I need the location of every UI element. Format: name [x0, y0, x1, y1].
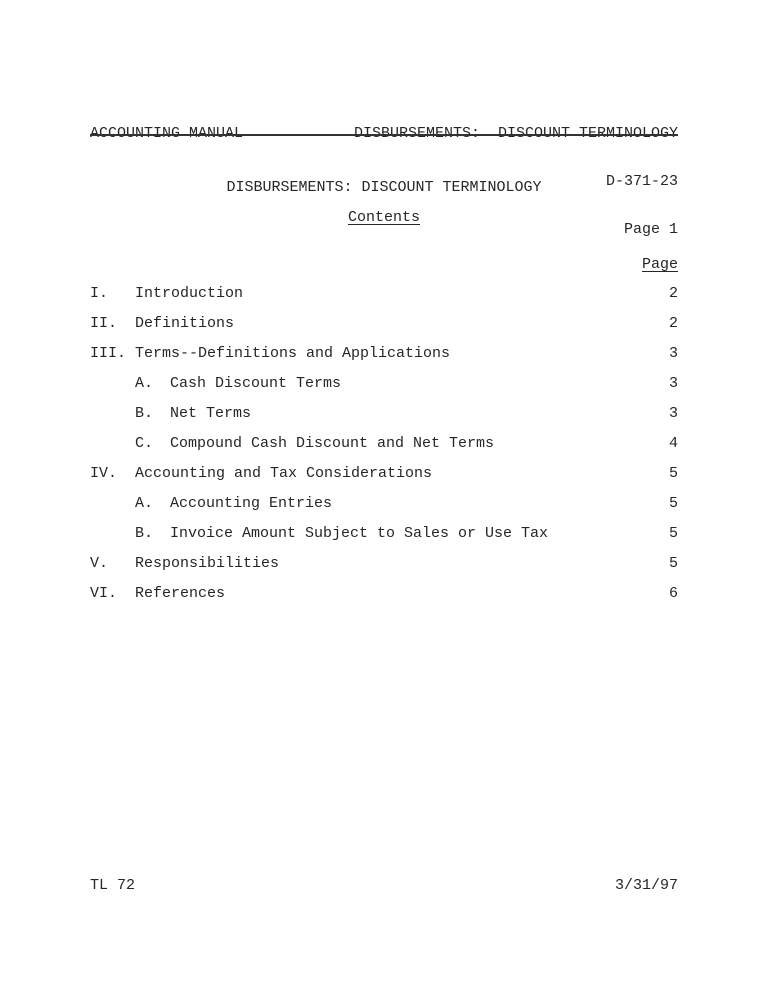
toc-entry	[90, 406, 678, 436]
toc-entry-title: Definitions	[135, 315, 235, 332]
header-title: DISBURSEMENTS: DISCOUNT TERMINOLOGY	[353, 125, 678, 142]
contents-heading-text: Contents	[347, 209, 420, 226]
toc-entry	[90, 556, 678, 586]
document-title: DISBURSEMENTS: DISCOUNT TERMINOLOGY	[226, 179, 542, 196]
toc-entry	[90, 376, 678, 406]
toc-entry-number: IV.	[90, 465, 118, 482]
toc-entry-page: 6	[668, 585, 678, 602]
toc-entry-title: References	[135, 585, 226, 602]
toc-entry-number: III.	[90, 345, 127, 362]
toc-entry-title: Accounting and Tax Considerations	[135, 465, 433, 482]
toc-entry-title: Introduction	[135, 285, 244, 302]
toc-entry-page: 3	[668, 375, 678, 392]
table-of-contents	[90, 286, 678, 616]
toc-entry-number: B.	[135, 525, 154, 542]
toc-entry	[90, 586, 678, 616]
toc-entry-number: VI.	[90, 585, 118, 602]
toc-entry-page: 3	[668, 405, 678, 422]
header-rule	[90, 134, 678, 136]
toc-entry-page: 2	[668, 315, 678, 332]
toc-entry-page: 4	[668, 435, 678, 452]
toc-entry-title: Invoice Amount Subject to Sales or Use Tax	[170, 525, 549, 542]
header-doc-number: D-371-23	[605, 173, 678, 190]
toc-entry-title: Accounting Entries	[170, 495, 333, 512]
toc-entry-number: A.	[135, 495, 154, 512]
toc-entry-number: A.	[135, 375, 154, 392]
footer-transmittal: TL 72	[90, 877, 136, 894]
toc-entry-page: 2	[668, 285, 678, 302]
toc-entry-page: 5	[668, 525, 678, 542]
toc-entry	[90, 436, 678, 466]
toc-entry	[90, 526, 678, 556]
toc-entry	[90, 466, 678, 496]
contents-heading	[0, 210, 768, 226]
toc-entry-title: Cash Discount Terms	[170, 375, 342, 392]
toc-entry-page: 5	[668, 465, 678, 482]
toc-entry-page: 3	[668, 345, 678, 362]
toc-entry-title: Responsibilities	[135, 555, 280, 572]
toc-entry	[90, 316, 678, 346]
toc-entry-number: C.	[135, 435, 154, 452]
header-manual: ACCOUNTING MANUAL	[90, 125, 244, 142]
toc-entry	[90, 346, 678, 376]
page-column-heading-text: Page	[641, 256, 678, 273]
toc-entry-page: 5	[668, 555, 678, 572]
toc-entry-page: 5	[668, 495, 678, 512]
toc-entry-number: I.	[90, 285, 109, 302]
toc-entry-title: Terms--Definitions and Applications	[135, 345, 451, 362]
toc-entry-number: II.	[90, 315, 118, 332]
toc-entry	[90, 286, 678, 316]
toc-entry-title: Net Terms	[170, 405, 252, 422]
page-column-heading	[90, 257, 678, 273]
header-page: Page 1	[623, 221, 678, 238]
footer-date: 3/31/97	[614, 877, 678, 894]
toc-entry	[90, 496, 678, 526]
toc-entry-number: V.	[90, 555, 109, 572]
toc-entry-title: Compound Cash Discount and Net Terms	[170, 435, 495, 452]
toc-entry-number: B.	[135, 405, 154, 422]
